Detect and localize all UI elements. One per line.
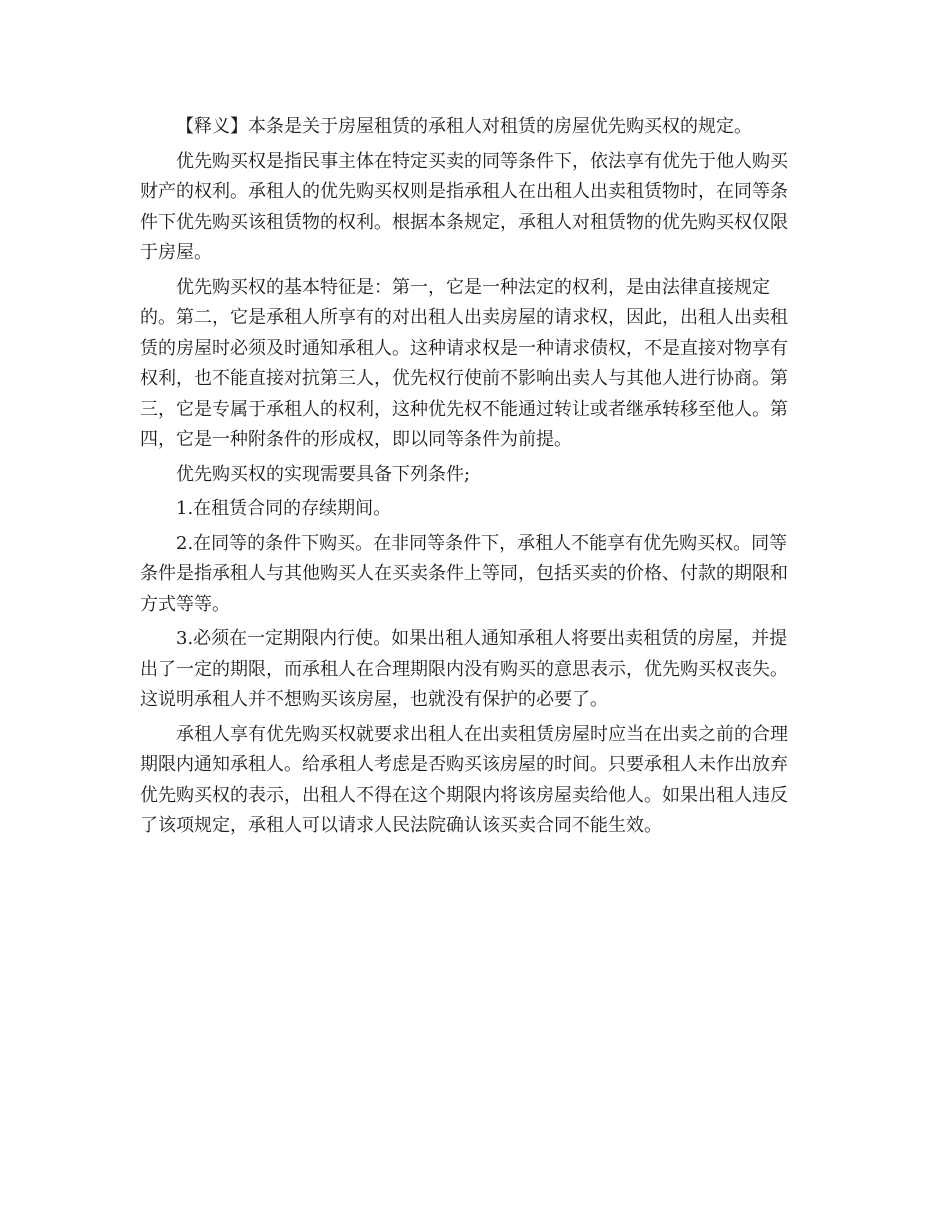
paragraph-line: 【释义】本条是关于房屋租赁的承租人对租赁的房屋优先购买权的规定。: [176, 116, 752, 137]
paragraph-line: 件下优先购买该租赁物的权利。根据本条规定，承租人对租赁物的优先购买权仅限: [140, 211, 788, 233]
paragraph-line: 2.在同等的条件下购买。在非同等条件下，承租人不能享有优先购买权。同等: [176, 532, 788, 554]
paragraph: [140, 624, 812, 716]
paragraph-line: 了该项规定，承租人可以请求人民法院确认该买卖合同不能生效。: [140, 815, 662, 836]
paragraph: [140, 720, 812, 842]
paragraph-line: 三，它是专属于承租人的权利，这种优先权不能通过转让或者继承转移至他人。第: [140, 398, 788, 420]
document-body: [140, 112, 812, 842]
paragraph: [140, 112, 812, 143]
paragraph-line: 1.在租赁合同的存续期间。: [176, 498, 392, 519]
paragraph-line: 赁的房屋时必须及时通知承租人。这种请求权是一种请求债权，不是直接对物享有: [140, 337, 788, 359]
paragraph-line: 的。第二，它是承租人所享有的对出租人出卖房屋的请求权，因此，出租人出卖租: [140, 307, 788, 328]
paragraph-line: 出了一定的期限，而承租人在合理期限内没有购买的意思表示，优先购买权丧失。: [140, 658, 788, 680]
paragraph-line: 方式等等。: [140, 593, 230, 615]
paragraph-line: 期限内通知承租人。给承租人考虑是否购买该房屋的时间。只要承租人未作出放弃: [140, 754, 788, 775]
paragraph-line: 权利，也不能直接对抗第三人，优先权行使前不影响出卖人与其他人进行协商。第: [140, 368, 788, 389]
paragraph: [140, 460, 812, 491]
paragraph-line: 四，它是一种附条件的形成权，即以同等条件为前提。: [140, 429, 572, 450]
paragraph: [140, 529, 812, 621]
paragraph-line: 优先购买权是指民事主体在特定买卖的同等条件下，依法享有优先于他人购买: [176, 150, 788, 172]
paragraph-line: 这说明承租人并不想购买该房屋，也就没有保护的必要了。: [140, 689, 608, 710]
paragraph-line: 承租人享有优先购买权就要求出租人在出卖租赁房屋时应当在出卖之前的合理: [176, 723, 788, 745]
document-page: [140, 112, 812, 846]
paragraph: [140, 273, 812, 456]
paragraph-line: 于房屋。: [140, 242, 212, 263]
paragraph: [140, 147, 812, 269]
paragraph-line: 优先购买权的实现需要具备下列条件;: [176, 463, 471, 485]
paragraph-line: 条件是指承租人与其他购买人在买卖条件上等同，包括买卖的价格、付款的期限和: [140, 563, 788, 584]
paragraph-line: 优先购买权的表示，出租人不得在这个期限内将该房屋卖给他人。如果出租人违反: [140, 784, 788, 806]
paragraph: [140, 494, 812, 525]
paragraph-line: 财产的权利。承租人的优先购买权则是指承租人在出租人出卖租赁物时，在同等条: [140, 181, 788, 202]
paragraph-line: 优先购买权的基本特征是：第一，它是一种法定的权利，是由法律直接规定: [176, 276, 770, 298]
paragraph-line: 3.必须在一定期限内行使。如果出租人通知承租人将要出卖租赁的房屋，并提: [176, 628, 788, 649]
